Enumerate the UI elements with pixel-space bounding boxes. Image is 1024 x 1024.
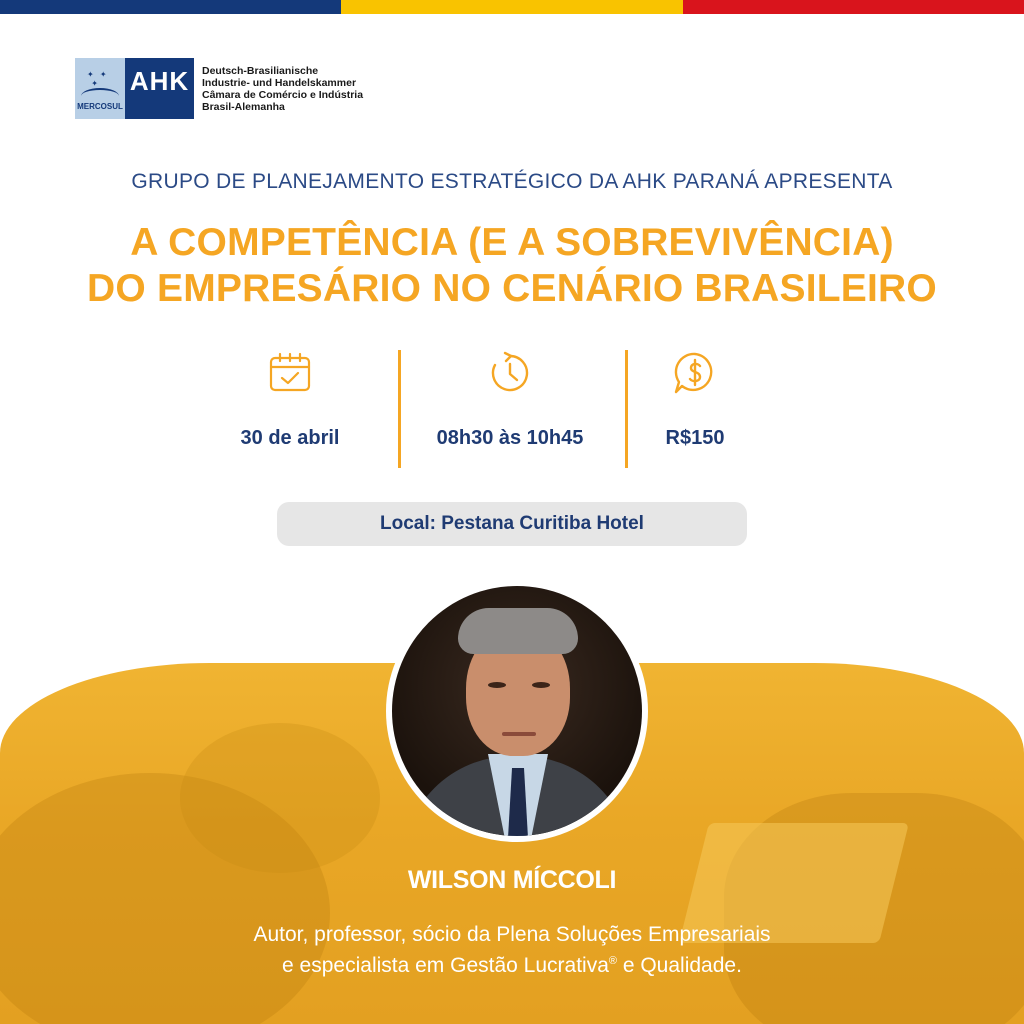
- mercosul-badge: [75, 58, 125, 119]
- logo-mark: [75, 58, 194, 119]
- mercosul-label: MERCOSUL: [77, 102, 123, 111]
- stripe-red: [683, 0, 1024, 14]
- logo-line: Brasil-Alemanha: [202, 100, 285, 113]
- presenter-line: GRUPO DE PLANEJAMENTO ESTRATÉGICO DA AHK PARANÁ APRESENTA: [131, 170, 893, 193]
- money-chat-icon: [672, 350, 718, 396]
- speaker-bio-line-2: [0, 948, 1024, 979]
- speaker-name: WILSON MÍCCOLI: [407, 866, 617, 894]
- event-title-line-2: DO EMPRESÁRIO NO CENÁRIO BRASILEIRO: [87, 267, 937, 310]
- eye-shape: [488, 682, 506, 688]
- ahk-logo: [75, 58, 363, 119]
- speaker-bio: [0, 922, 1024, 979]
- hair-shape: [458, 608, 578, 654]
- flag-stripes: [0, 0, 1024, 14]
- logo-line: Industrie- und Handelskammer: [202, 76, 357, 89]
- registered-mark: ®: [608, 955, 617, 967]
- speaker-bio-text: e especialista em Gestão Lucrativa: [282, 954, 609, 977]
- event-time-value: 08h30 às 10h45: [436, 427, 584, 449]
- stripe-blue: [0, 0, 341, 14]
- stars-icon: ✦ ✦ ✦: [87, 70, 109, 88]
- speaker-bio-text: e Qualidade.: [617, 954, 742, 977]
- event-price: [600, 350, 790, 470]
- event-title-line-1: A COMPETÊNCIA (E A SOBREVIVÊNCIA): [130, 221, 894, 264]
- ahk-label: AHK: [125, 58, 194, 119]
- logo-line: Câmara de Comércio e Indústria: [202, 88, 364, 101]
- eye-shape: [532, 682, 550, 688]
- logo-chamber-name: [202, 65, 363, 113]
- speaker-photo-image: [392, 586, 642, 836]
- event-info: [0, 350, 1024, 470]
- event-price-value: R$150: [665, 427, 725, 449]
- event-title: [0, 220, 1024, 312]
- event-date: [190, 350, 390, 470]
- event-time: [410, 350, 610, 470]
- stripe-yellow: [341, 0, 682, 14]
- logo-line: Deutsch-Brasilianische: [202, 64, 319, 77]
- calendar-icon: [267, 350, 313, 396]
- location-badge: Local: Pestana Curitiba Hotel: [277, 502, 747, 546]
- clock-icon: [487, 350, 533, 396]
- event-date-value: 30 de abril: [240, 427, 340, 449]
- speaker-bio-line-1: Autor, professor, sócio da Plena Soluções Empresariais: [253, 923, 771, 946]
- divider: [398, 350, 401, 468]
- speaker-photo: [386, 580, 648, 842]
- background-photo-shape: [180, 723, 380, 873]
- mouth-shape: [502, 732, 536, 736]
